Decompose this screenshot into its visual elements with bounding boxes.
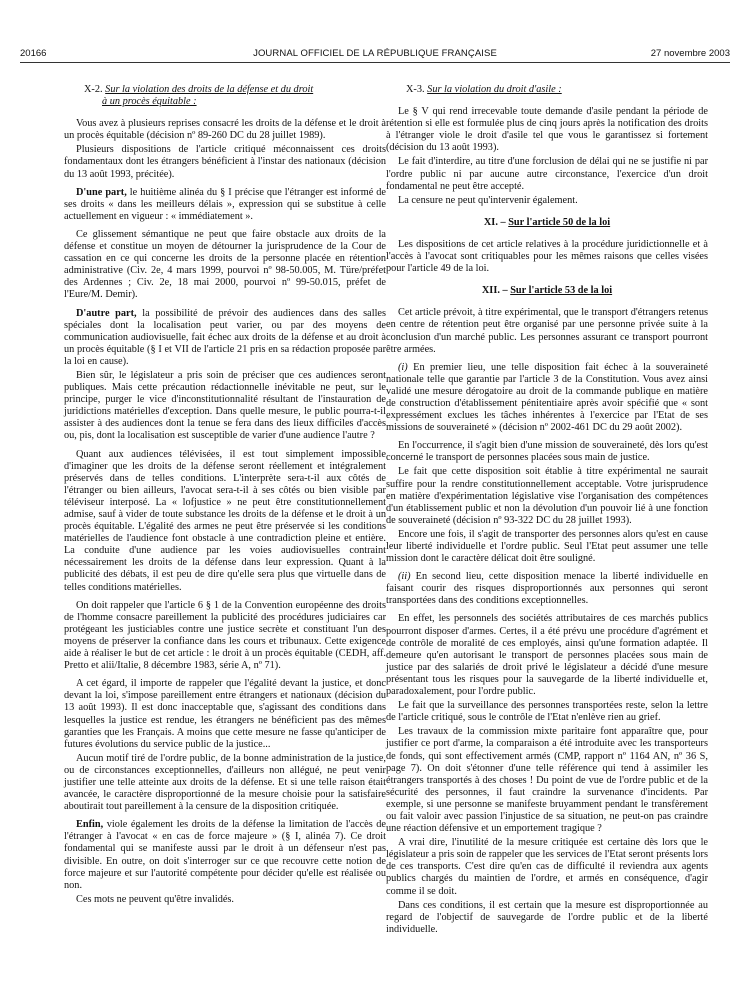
- paragraph: [64, 819, 386, 892]
- section-title: Sur l'article 53 de la loi: [510, 285, 613, 297]
- paragraph-body: le huitième alinéa du § I précise que l'étranger est informé de ses droits « dans les meilleurs délais », expression qui se substitue à celle actuellement en vigueur : « immédiatement ».: [64, 186, 386, 222]
- paragraph: Le fait d'interdire, au titre d'une forclusion de délai qui ne se justifie ni par l'ordre public ni par aucune autre circonstance, l'exercice d'un droit fondamental ne peut être accepté.: [386, 156, 708, 192]
- paragraph: Les dispositions de cet article relatives à la procédure juridictionnelle et à l'accès à l'avocat sont critiquables pour les mêmes raisons que celles visées pour l'article 49 de la loi.: [386, 238, 708, 275]
- paragraph: Les travaux de la commission mixte paritaire font apparaître que, pour justifier ce port d'arme, la comparaison a été introduite avec les transporteurs de fonds, qui sont effectivement armés (CMP, rapport nº 1164 AN, nº 36 S, page 7). On doit s'étonner d'une telle référence qui tend à assimiler les étrangers transportés à des choses ! Du point de vue de l'ordre public et de la sécurité des personnes, il faut craindre la survenance d'incidents. Par exemple, si une personne se manifeste bruyamment pendant le transfèrement ou fait valoir avec passion l'injustice de sa situation, ne peut-on pas craindre une réaction défensive et un emportement tragique ?: [386, 726, 708, 835]
- paragraph-lead: (ii): [398, 571, 411, 583]
- paragraph: On doit rappeler que l'article 6 § 1 de la Convention européenne des droits de l'homme consacre pareillement la publicité des procédures judiciaires car protégeant les justiciables contre une justice secrète et constituant l'un des moyens de préserver la confiance dans les cours et tribunaux. Cette exigence aide à réaliser le but de cet article : le droit à un procès équitable (CEDH, aff. Pretto et alii/Italie, 8 décembre 1983, série A, nº 71).: [64, 599, 386, 672]
- journal-title: JOURNAL OFFICIEL DE LA RÉPUBLIQUE FRANÇAISE: [253, 48, 497, 59]
- paragraph-body: En premier lieu, une telle disposition fait échec à la souveraineté nationale telle que garantie par l'article 3 de la Constitution. Vous avez ainsi validé une mesure dérogatoire au droit de la commande publique en matière de construction d'établissement pénitentiaire après avoir spécifié que « sont expressément exclues les tâches inhérentes à l'exercice par l'Etat de ses missions de souveraineté » (décision nº 2002-461 DC du 29 août 2002).: [386, 361, 708, 434]
- paragraph-lead: Enfin,: [76, 819, 104, 831]
- paragraph: En effet, les personnels des sociétés attributaires de ces marchés publics pourront disposer d'armes. Certes, il a été prévu une procédure d'agrément et de contrôle de moralité de ces employés, ainsi qu'une formation adaptée. Il demeure qu'en autorisant le transport de personnes placées sous main de justice par des salariés de droit privé le législateur a décidé d'une mesure présentant tous les risques pour la sauvegarde de la liberté individuelle et, paradoxalement, pour l'ordre public.: [386, 613, 708, 698]
- section-number: XII. –: [481, 285, 508, 297]
- section-title-cont: à un procès équitable :: [102, 96, 197, 108]
- paragraph-lead: (i): [398, 361, 408, 373]
- paragraph: Ce glissement sémantique ne peut que faire obstacle aux droits de la défense et constitue un moyen de détourner la jurisprudence de la Cour de cassation en ce qui concerne les droits de la personne placée en rétention administrative (Civ. 2e, 4 mars 1999, pourvoi nº 98-50.005, M. Türe/préfet des Ardennes ; Civ. 2e, 18 mai 2000, pourvoi nº 99-50.015, préfet de l'Eure/M. Demir).: [64, 228, 386, 301]
- right-column: [386, 84, 708, 938]
- section-heading-x2: [64, 84, 386, 108]
- paragraph: Quant aux audiences télévisées, il est tout simplement impossible d'imaginer que les droits de la défense seront réellement et intégralement préservés dans de telles conditions. L'interprète sera-t-il aux côtés de l'étranger ou bien ailleurs, l'avocat sera-t-il à ses côtés ou bien visible par téléviseur interposé. La « lofjustice » ne peut être constitutionnellement admise, sauf à vider de toute substance les droits de la défense et le droit à un procès équitable. L'égalité des armes ne peut être préservée si les conditions matérielles de l'audience font obstacle à une contradiction pleine et entière. La conduite d'une audience par les voies audiovisuelles contraint nécessairement les droits de la défense dans leur expression. Quant à la publicité des débats, il est peu de dire qu'elle sera plus que virtuelle dans de telles conditions matérielles.: [64, 448, 386, 593]
- paragraph: Bien sûr, le législateur a pris soin de préciser que ces audiences seront publiques. Mais cette précaution rédactionnelle inévitable ne peut, sur le principe, purger le vice d'inconstitutionnalité résultant de l'instauration de juridictions matérielles d'exception. Dans quelle mesure, le public pourra-t-il assister à des audiences dont la tenue se fera dans des lieux difficiles d'accès ou, pis, dont la localisation est susceptible de varier d'une audience l'autre ?: [64, 369, 386, 442]
- paragraph: Le fait que la surveillance des personnes transportées reste, selon la lettre de l'article critiqué, sous le contrôle de l'Etat n'enlève rien au grief.: [386, 700, 708, 724]
- section-heading-xi: [386, 217, 708, 229]
- paragraph: [386, 571, 708, 607]
- paragraph: A vrai dire, l'inutilité de la mesure critiquée est certaine dès lors que le législateur a pris soin de rappeler que les services de l'Etat seront présents lors de ces transports. C'est dire qu'en cas de difficulté il reviendra aux agents publics chargés du maintien de l'ordre, et armés en conséquence, d'agir comme il se doit.: [386, 837, 708, 897]
- paragraph-lead: D'une part,: [76, 186, 127, 198]
- section-number: X-3.: [406, 84, 425, 95]
- paragraph-body: En second lieu, cette disposition menace la liberté individuelle en faisant courir des risques disproportionnés aux personnes qui seront transportées dans des conditions exceptionnelles.: [386, 571, 708, 607]
- paragraph-lead: D'autre part,: [76, 307, 137, 319]
- section-number: X-2.: [84, 84, 103, 95]
- section-title: Sur la violation des droits de la défense et du droit: [105, 84, 314, 95]
- paragraph: Plusieurs dispositions de l'article critiqué méconnaissent ces droits fondamentaux dont les étrangers bénéficient à l'instar des nationaux (décision du 13 août 1993, précitée).: [64, 144, 386, 180]
- paragraph: A cet égard, il importe de rappeler que l'égalité devant la justice, et donc devant la loi, s'impose pareillement entre étrangers et nationaux (décision du 13 août 1993). Il est donc inacceptable que, s'agissant des conditions dans lesquelles la justice est rendue, les étrangers ne bénéficient pas des mêmes garanties que les Français. A moins que cette mesure ne fasse qu'anticiper de futures évolutions du service public de la justice...: [64, 678, 386, 750]
- page-header: [20, 48, 730, 62]
- section-heading-xii: [386, 285, 708, 297]
- section-heading-x3: [386, 84, 708, 96]
- paragraph: Cet article prévoit, à titre expérimental, que le transport d'étrangers retenus en centre de rétention peut être organisé par une personne privée suite à la conclusion d'un marché public. Les personnes assurant ce transport pourront être armées.: [386, 307, 708, 355]
- paragraph: Aucun motif tiré de l'ordre public, de la bonne administration de la justice, ou de circonstances exceptionnelles, d'ailleurs non allégué, ne peut venir justifier une telle atteinte aux droits de la défense. Et si une telle raison était avancée, le caractère disproportionné de la mesure choisie pour la satisfaire aboutirait tout pareillement à la censure de la disposition critiquée.: [64, 752, 386, 813]
- paragraph: Le fait que cette disposition soit établie à titre expérimental ne saurait suffire pour la rendre constitutionnellement acceptable. Votre jurisprudence en matière d'expérimentation législative vise l'organisation des compétences d'un établissement public et non la dévolution d'un pouvoir lié à une fonction de souveraineté (décision nº 93-322 DC du 28 juillet 1993).: [386, 466, 708, 526]
- paragraph: Ces mots ne peuvent qu'être invalidés.: [76, 893, 234, 905]
- paragraph: Le § V qui rend irrecevable toute demande d'asile pendant la période de rétention si elle est formulée plus de cinq jours après la notification des droits à l'étranger viole le droit d'asile tel que vous le garantissez si fortement (décision du 13 août 1993).: [386, 106, 708, 154]
- paragraph-body: viole également les droits de la défense la limitation de l'accès de l'étranger à l'avocat « en cas de force majeure » (§ I, alinéa 7). Ce droit fondamental qui se manifeste aussi par le droit à un défenseur n'est pas divisible. En outre, on doit s'interroger sur ce que recouvre cette notion de force majeure et sur l'autorité compétente pour décider qu'elle est réalisée ou non.: [64, 819, 386, 891]
- paragraph: [386, 362, 708, 435]
- section-title: Sur l'article 50 de la loi: [508, 216, 611, 228]
- paragraph: Encore une fois, il s'agit de transporter des personnes alors qu'est en cause leur liberté individuelle et l'ordre public. Seul l'Etat peut assumer une telle mission dont le caractère délicat doit être souligné.: [386, 528, 708, 565]
- section-number: XI. –: [483, 216, 506, 228]
- left-column: [64, 84, 386, 908]
- paragraph: [64, 308, 386, 368]
- paragraph: Dans ces conditions, il est certain que la mesure est disproportionnée au regard de l'objectif de sauvegarde de l'ordre public et de la liberté individuelle.: [386, 899, 708, 935]
- paragraph: En l'occurrence, il s'agit bien d'une mission de souveraineté, dès lors qu'est concerné le transport de personnes placées sous main de justice.: [386, 440, 708, 464]
- paragraph: La censure ne peut qu'intervenir également.: [398, 194, 578, 206]
- paragraph-body: la possibilité de prévoir des audiences dans des salles spéciales dont la localisation peut varier, ou par des moyens de communication audiovisuelle, fait échec aux droits de la défense et au droit à un procès équitable (§ I et VII de l'article 21 pris en sa rédaction proposée par la loi en cause).: [64, 307, 387, 367]
- paragraph: [64, 187, 386, 223]
- header-rule: [20, 62, 730, 63]
- publication-date: 27 novembre 2003: [650, 48, 730, 59]
- section-title: Sur la violation du droit d'asile :: [427, 84, 562, 95]
- paragraph: Vous avez à plusieurs reprises consacré les droits de la défense et le droit à un procès équitable (décision nº 89-260 DC du 28 juillet 1989).: [64, 118, 386, 142]
- page-number: 20166: [20, 48, 47, 59]
